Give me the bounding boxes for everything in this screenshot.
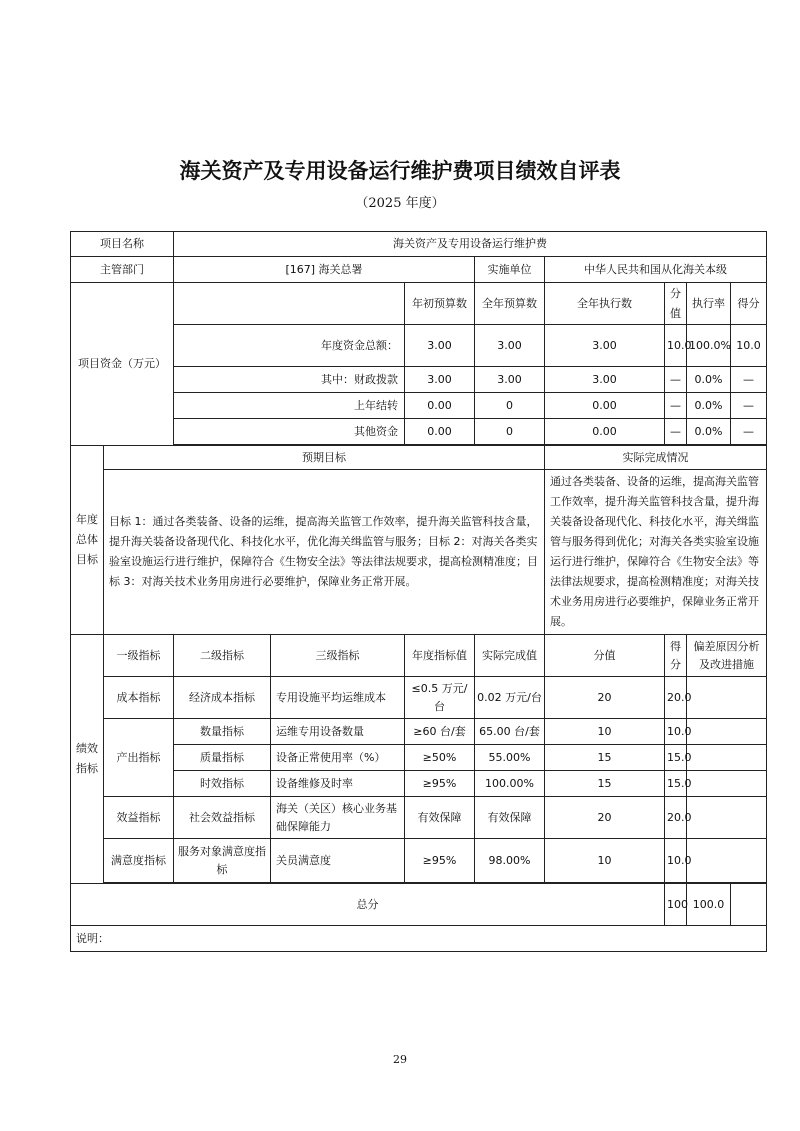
indicator-score: 20.0: [665, 677, 687, 719]
project-name-value: 海关资产及专用设备运行维护费: [174, 232, 767, 257]
funds-cell: 3.00: [475, 367, 545, 393]
funds-cell: 0.0%: [687, 367, 731, 393]
funds-cell: —: [731, 419, 767, 445]
funds-cell: 3.00: [475, 325, 545, 367]
funds-cell: 10.0: [731, 325, 767, 367]
evaluation-table: [70, 231, 767, 952]
indicator-level2: 质量指标: [174, 745, 271, 771]
notes-label: 说明：: [71, 926, 767, 952]
indicator-target: ≥60 台/套: [405, 719, 475, 745]
page-title: 海关资产及专用设备运行维护费项目绩效自评表: [179, 158, 621, 183]
indicator-header-row: [71, 635, 767, 677]
indicator-row: [71, 677, 767, 719]
indicator-level2: 服务对象满意度指标: [174, 839, 271, 883]
indicator-header: 实际完成值: [475, 635, 545, 677]
indicator-target: 有效保障: [405, 797, 475, 839]
indicator-score: 15.0: [665, 745, 687, 771]
indicator-score: 20.0: [665, 797, 687, 839]
goals-header-row: [71, 446, 767, 470]
funds-row: [71, 325, 767, 367]
page-number: 29: [393, 1053, 407, 1066]
indicator-note: [687, 771, 767, 797]
funds-cell: 100.0%: [687, 325, 731, 367]
dept-label: 主管部门: [71, 257, 174, 283]
indicator-actual: 0.02 万元/台: [475, 677, 545, 719]
funds-label: 项目资金（万元）: [71, 283, 174, 446]
funds-row-label: 其他资金: [174, 419, 405, 445]
goals-expected-header: 预期目标: [104, 446, 545, 470]
total-score: 100.0: [687, 884, 731, 926]
funds-row-label: 上年结转: [174, 393, 405, 419]
notes-row: [71, 926, 767, 952]
indicator-actual: 55.00%: [475, 745, 545, 771]
funds-row: [71, 367, 767, 393]
indicator-level3: 关员满意度: [271, 839, 405, 883]
funds-cell: 0.00: [545, 419, 665, 445]
total-label: 总分: [71, 884, 665, 926]
funds-cell: 0.00: [405, 393, 475, 419]
funds-cell: 3.00: [545, 325, 665, 367]
indicator-weight: 10: [545, 839, 665, 883]
total-note: [731, 884, 767, 926]
indicator-row: [71, 771, 767, 797]
funds-cell: —: [665, 367, 687, 393]
indicator-score: 10.0: [665, 839, 687, 883]
indicator-note: [687, 677, 767, 719]
page-subtitle: （2025 年度）: [355, 196, 445, 211]
indicator-row: [71, 745, 767, 771]
goals-text-row: [71, 470, 767, 635]
indicator-level3: 设备维修及时率: [271, 771, 405, 797]
indicator-row: [71, 839, 767, 883]
funds-cell: 10.0: [665, 325, 687, 367]
indicator-target: ≤0.5 万元/台: [405, 677, 475, 719]
indicator-actual: 有效保障: [475, 797, 545, 839]
indicator-header: 年度指标值: [405, 635, 475, 677]
indicator-actual: 100.00%: [475, 771, 545, 797]
funds-header: 分值: [665, 283, 687, 325]
indicator-target: ≥95%: [405, 839, 475, 883]
indicator-actual: 65.00 台/套: [475, 719, 545, 745]
indicator-header: 得分: [665, 635, 687, 677]
indicator-weight: 20: [545, 677, 665, 719]
indicator-level2: 数量指标: [174, 719, 271, 745]
funds-cell: 0.0%: [687, 419, 731, 445]
goals-actual-text: 通过各类装备、设备的运维，提高海关监管工作效率，提升海关监管科技含量，提升海关装备设备现代化、科技化水平，海关缉监管与服务得到优化；对海关各类实验室设施运行进行维护，保障符合《生物安全法》等法律法规要求，提高检测精准度；对海关技术业务用房进行必要维护，保障业务正常开展。: [545, 470, 767, 635]
indicator-header: 一级指标: [104, 635, 174, 677]
funds-row-label: 年度资金总额：: [174, 325, 405, 367]
funds-row: [71, 393, 767, 419]
funds-header: 执行率: [687, 283, 731, 325]
funds-row-label: 其中：财政拨款: [174, 367, 405, 393]
indicator-weight: 15: [545, 771, 665, 797]
dept-value: [167] 海关总署: [174, 257, 475, 283]
indicator-level1: 产出指标: [104, 719, 174, 797]
indicator-target: ≥50%: [405, 745, 475, 771]
indicator-level3: 运维专用设备数量: [271, 719, 405, 745]
indicator-weight: 10: [545, 719, 665, 745]
funds-cell: 3.00: [405, 325, 475, 367]
indicator-row: [71, 719, 767, 745]
funds-cell: 0: [475, 419, 545, 445]
indicator-level2: 社会效益指标: [174, 797, 271, 839]
indicator-level1: 满意度指标: [104, 839, 174, 883]
dept-row: [71, 257, 767, 283]
goals-expected-text: 目标 1：通过各类装备、设备的运维，提高海关监管工作效率，提升海关监管科技含量，提升海关装备设备现代化、科技化水平，优化海关缉监管与服务；目标 2：对海关各类实验室设施运行进行维护，保障符合《生物安全法》等法律法规要求，提高检测精准度；目标 3：对海关技术业务用房进行必要维护，保障业务正常开展。: [104, 470, 545, 635]
indicator-level1: 效益指标: [104, 797, 174, 839]
indicator-level3: 海关（关区）核心业务基础保障能力: [271, 797, 405, 839]
indicator-note: [687, 719, 767, 745]
funds-cell: 0.0%: [687, 393, 731, 419]
unit-value: 中华人民共和国从化海关本级: [545, 257, 767, 283]
indicator-header: 二级指标: [174, 635, 271, 677]
funds-header-blank: [174, 283, 405, 325]
funds-cell: 0: [475, 393, 545, 419]
indicator-header: 分值: [545, 635, 665, 677]
indicator-target: ≥95%: [405, 771, 475, 797]
indicator-level2: 经济成本指标: [174, 677, 271, 719]
indicator-level1: 成本指标: [104, 677, 174, 719]
funds-header: 全年执行数: [545, 283, 665, 325]
funds-cell: —: [731, 393, 767, 419]
total-row: [71, 884, 767, 926]
indicator-note: [687, 745, 767, 771]
funds-header: 年初预算数: [405, 283, 475, 325]
indicator-level2: 时效指标: [174, 771, 271, 797]
funds-cell: —: [665, 393, 687, 419]
project-name-row: [71, 232, 767, 257]
indicator-score: 10.0: [665, 719, 687, 745]
funds-cell: 3.00: [545, 367, 665, 393]
indicator-note: [687, 797, 767, 839]
indicator-score: 15.0: [665, 771, 687, 797]
funds-cell: 0.00: [405, 419, 475, 445]
funds-row: [71, 419, 767, 445]
goals-label: 年度总体目标: [71, 446, 104, 635]
total-weight: 100: [665, 884, 687, 926]
funds-header: 得分: [731, 283, 767, 325]
indicator-level3: 设备正常使用率（%）: [271, 745, 405, 771]
unit-label: 实施单位: [475, 257, 545, 283]
indicator-header: 偏差原因分析及改进措施: [687, 635, 767, 677]
funds-cell: —: [731, 367, 767, 393]
indicator-level3: 专用设施平均运维成本: [271, 677, 405, 719]
indicator-weight: 20: [545, 797, 665, 839]
goals-actual-header: 实际完成情况: [545, 446, 767, 470]
indicator-row: [71, 797, 767, 839]
project-name-label: 项目名称: [71, 232, 174, 257]
indicators-label: 绩效指标: [71, 635, 104, 884]
funds-header: 全年预算数: [475, 283, 545, 325]
indicator-header: 三级指标: [271, 635, 405, 677]
indicator-note: [687, 839, 767, 883]
indicator-weight: 15: [545, 745, 665, 771]
indicator-actual: 98.00%: [475, 839, 545, 883]
funds-cell: 3.00: [405, 367, 475, 393]
funds-cell: —: [665, 419, 687, 445]
funds-header-row: [71, 283, 767, 325]
funds-cell: 0.00: [545, 393, 665, 419]
